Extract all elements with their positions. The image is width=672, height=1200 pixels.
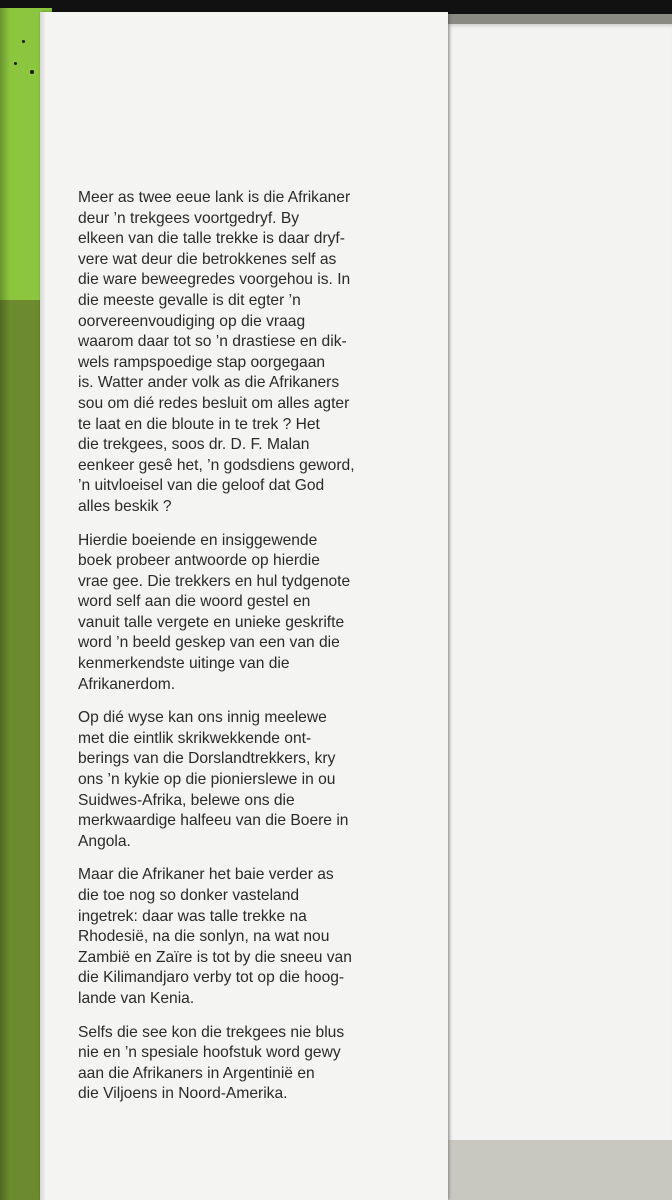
flap-fold-shadow: [40, 12, 46, 1200]
spine-shadow: [0, 8, 10, 1200]
scan-dust: [14, 62, 17, 65]
endpaper: [448, 24, 672, 1200]
blurb-paragraph-5: Selfs die see kon die trekgees nie blus nie en ’n spesiale hoofstuk word gewy aan die Afrikaners in Argentinië en die Viljoens in Noord-Amerika.: [78, 1023, 345, 1103]
blurb-paragraph-2: Hierdie boeiende en insiggewende boek probeer antwoorde op hierdie vrae gee. Die trekkers en hul tydgenote word self aan die woord gestel en vanuit talle vergete en unieke geskrifte word ’n beeld geskep van een van die kenmerkendste uitinge van die Afrikanerdom.: [78, 531, 351, 693]
scan-dust: [22, 40, 25, 43]
blurb-paragraph-1: Meer as twee eeue lank is die Afrikaner deur ’n trekgees voortgedryf. By elkeen van die talle trekke is daar dryf- vere wat deur die betrokkenes self as die ware beweegredes voorgehou is. In die meeste gevalle is dit egter ’n oorvereenvoudiging op die vraag waarom daar tot so ’n drastiese en dik- wels rampspoedige stap oorgegaan is. Watter ander volk as die Afrikaners sou om dié redes besluit om alles agter te laat en die bloute in te trek ? Het die trekgees, soos dr. D. F. Malan eenkeer gesê het, ’n godsdiens geword, ’n uitvloeisel van die geloof dat God alles beskik ?: [78, 189, 355, 515]
blurb-paragraph-3: Op dié wyse kan ons innig meelewe met die eintlik skrikwekkende ont- berings van die Dorslandtrekkers, kry ons ’n kykie op die pionierslewe in ou Suidwes-Afrika, belewe ons die merkwaardige halfeeu van die Boere in Angola.: [78, 709, 349, 850]
board-bottom-edge: [448, 1140, 672, 1200]
flap-blurb: [78, 188, 408, 1118]
scan-dust: [30, 70, 34, 74]
blurb-paragraph-4: Maar die Afrikaner het baie verder as die toe nog so donker vasteland ingetrek: daar was talle trekke na Rhodesië, na die sonlyn, na wat nou Zambië en Zaïre is tot by die sneeu van die Kilimandjaro verby tot op die hoog- lande van Kenia.: [78, 866, 352, 1007]
